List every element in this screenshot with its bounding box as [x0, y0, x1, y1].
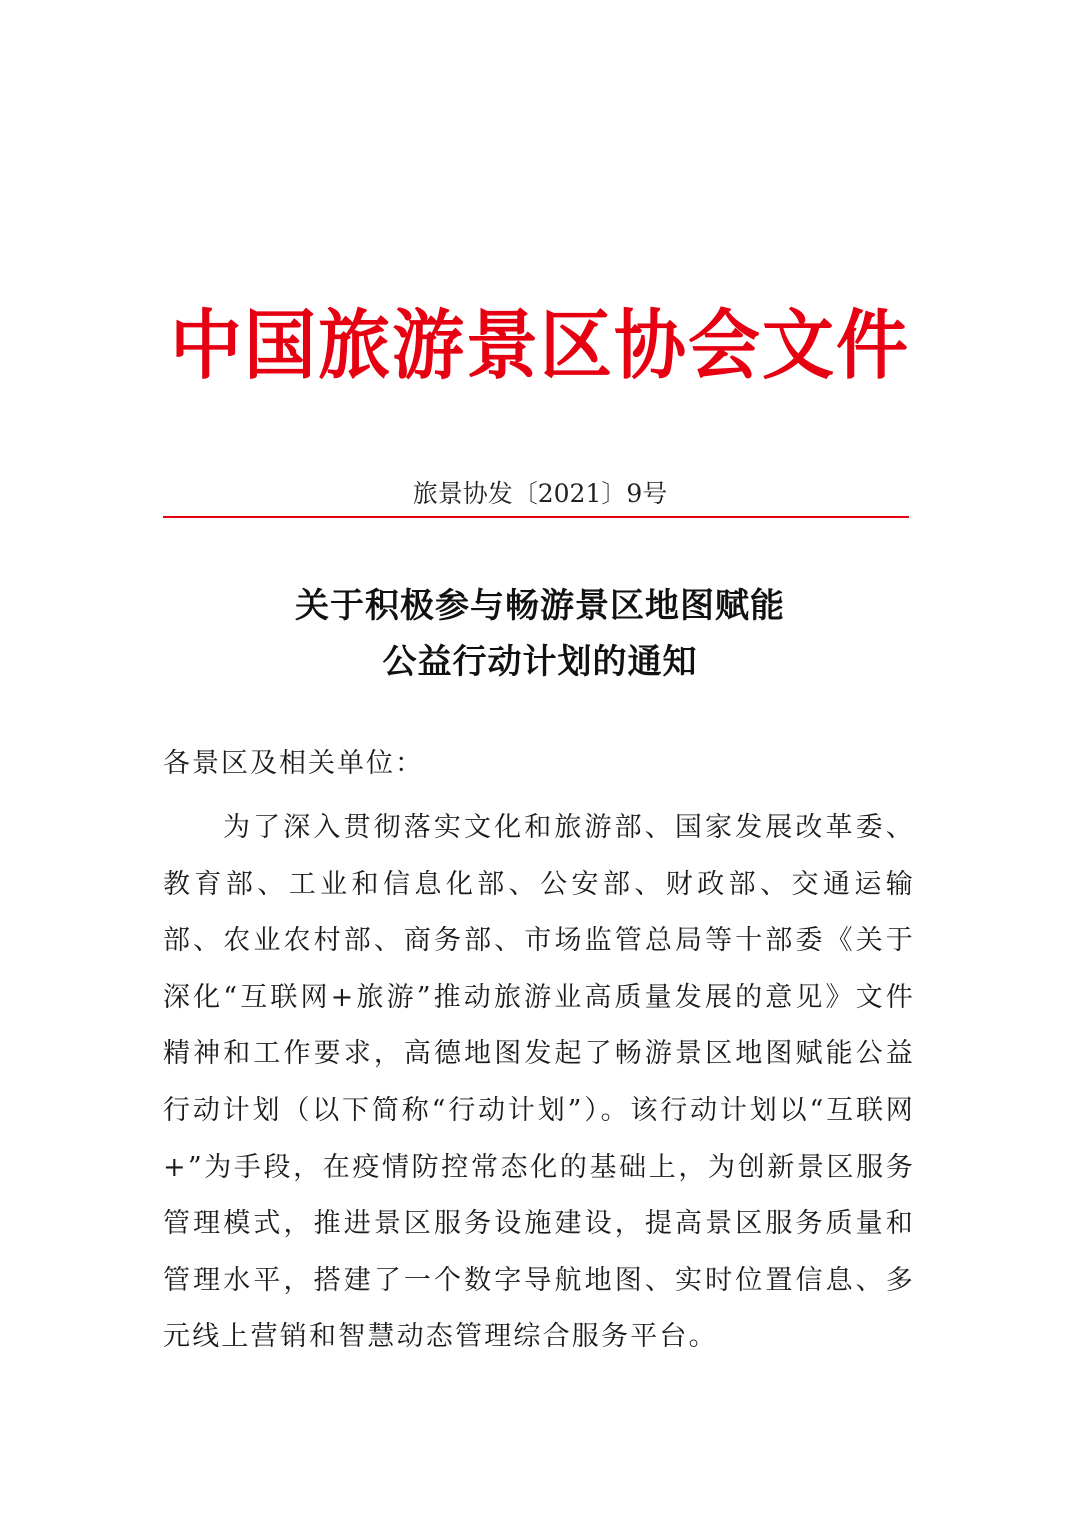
document-title-line-1: 关于积极参与畅游景区地图赋能 [295, 586, 785, 626]
red-divider-line [163, 516, 909, 518]
document-title [0, 578, 1080, 690]
letterhead-title: 中国旅游景区协会文件 [169, 299, 910, 390]
salutation: 各景区及相关单位： [163, 748, 424, 779]
body-paragraph: 为了深入贯彻落实文化和旅游部、国家发展改革委、教育部、工业和信息化部、公安部、财政部、交通运输部、农业农村部、商务部、市场监管总局等十部委《关于深化“互联网+旅游”推动旅游业高质量发展的意见》文件精神和工作要求，高德地图发起了畅游景区地图赋能公益行动计划（以下简称“行动计划”）。该行动计划以“互联网+”为手段，在疫情防控常态化的基础上，为创新景区服务管理模式，推进景区服务设施建设，提高景区服务质量和管理水平，搭建了一个数字导航地图、实时位置信息、多元线上营销和智慧动态管理综合服务平台。 [163, 812, 915, 1353]
document-title-line-2: 公益行动计划的通知 [382, 642, 698, 682]
document-number: 旅景协发〔2021〕9号 [412, 479, 668, 508]
